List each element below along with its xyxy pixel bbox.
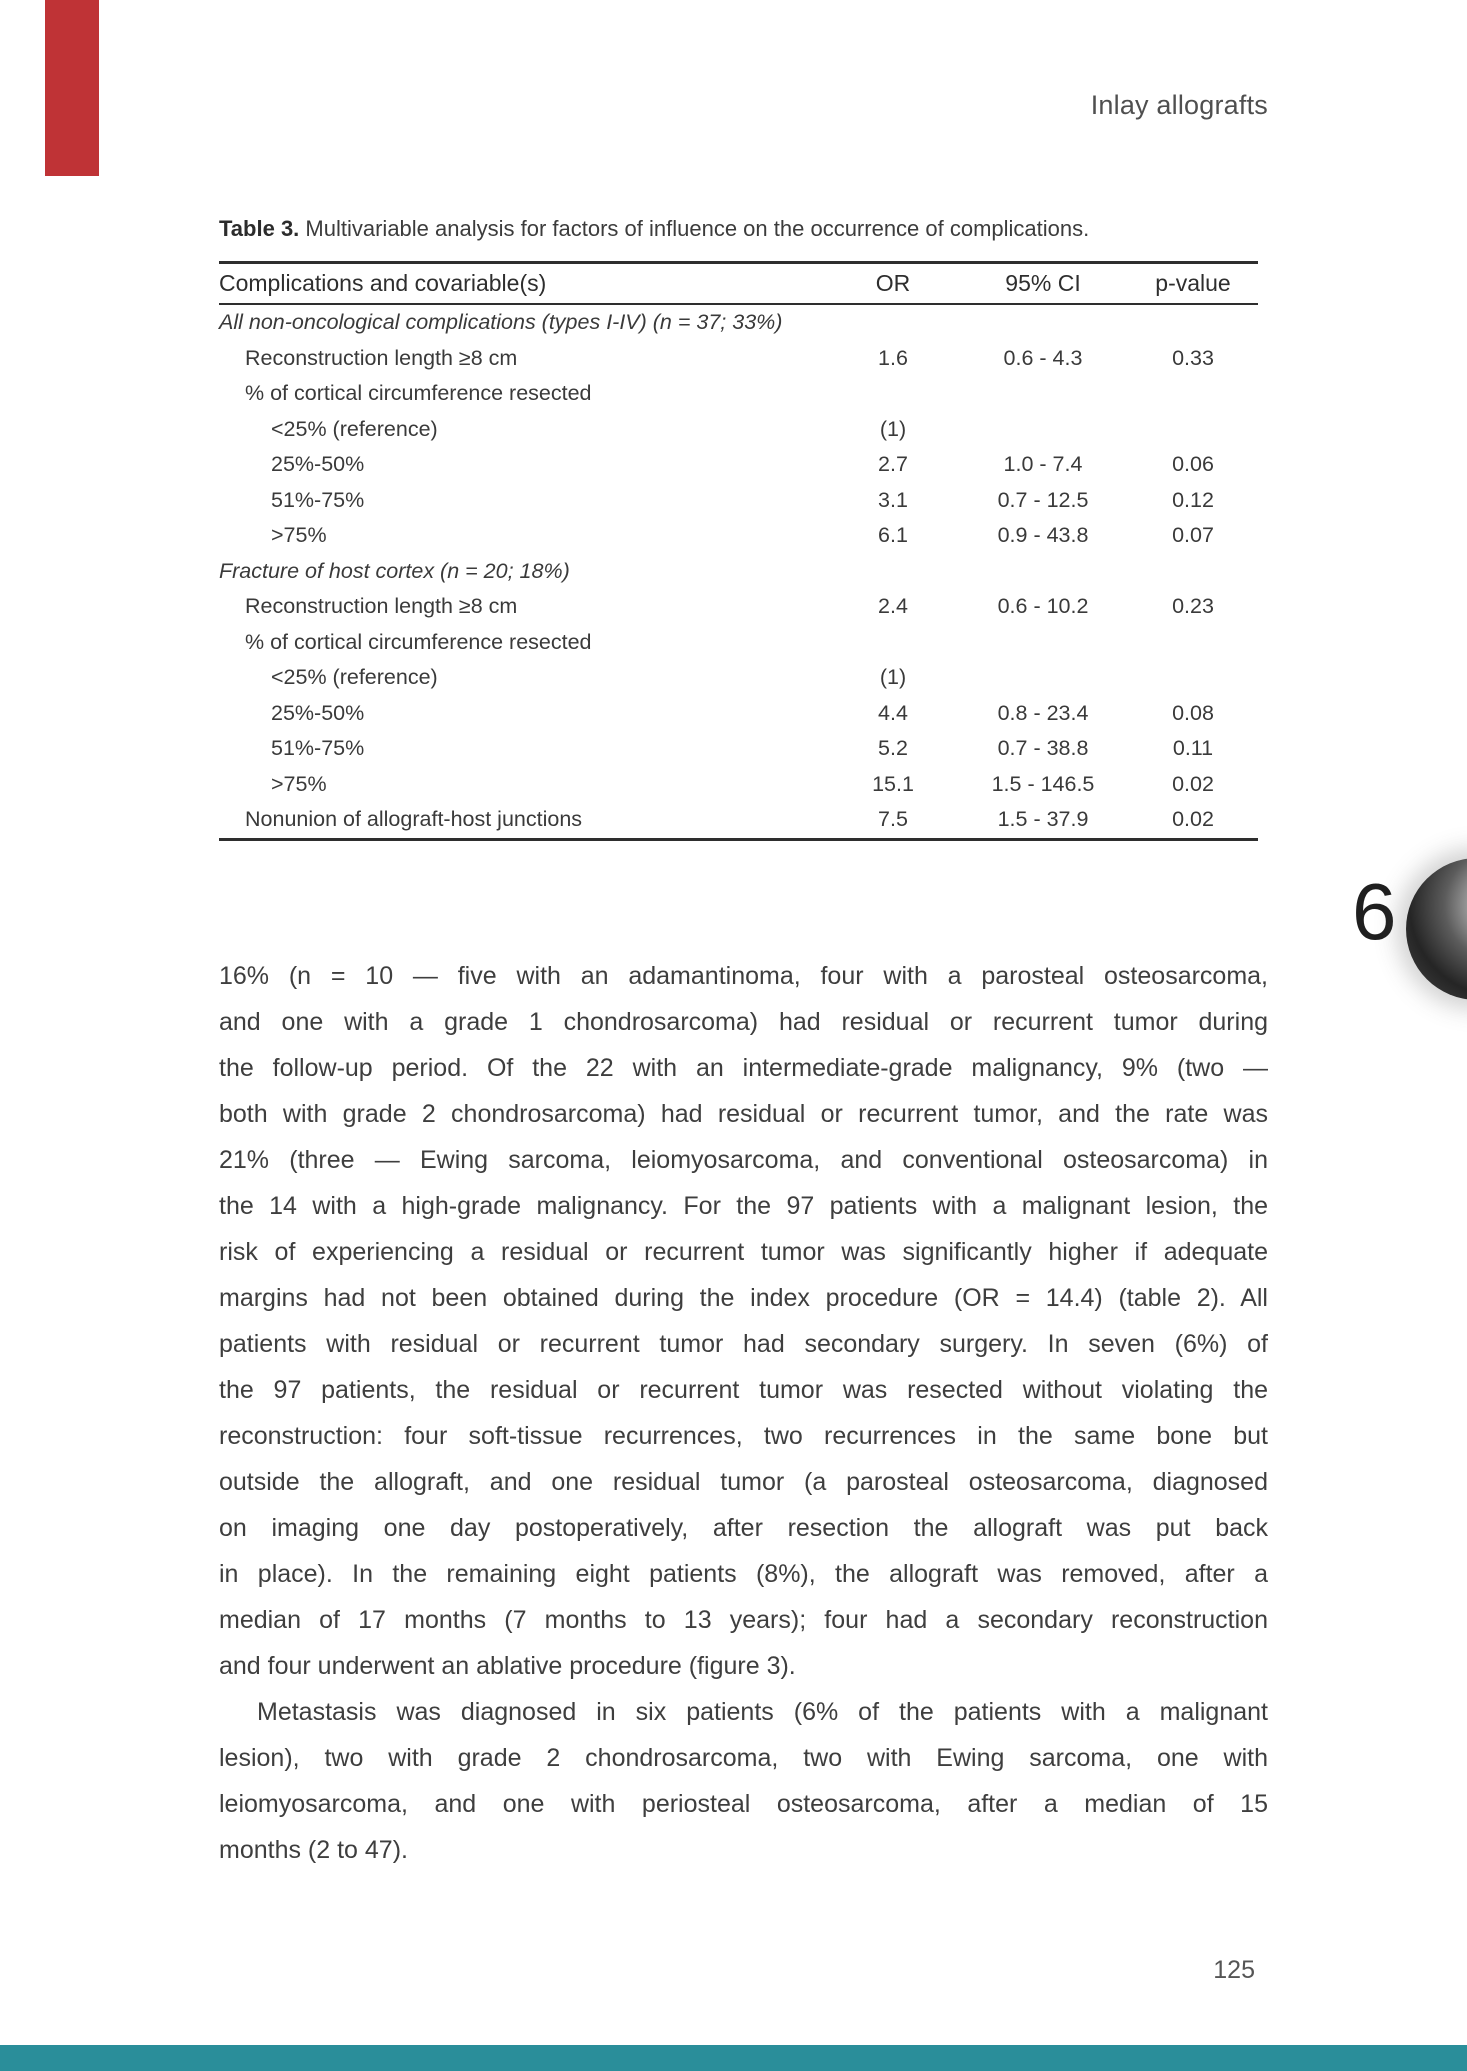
body-line: and four underwent an ablative procedure (figure 3). (219, 1652, 796, 1680)
body-line: lesion), two with grade 2 chondrosarcoma, two with Ewing sarcoma, one with (219, 1744, 1268, 1772)
running-header: Inlay allografts (1090, 90, 1268, 120)
column-header: OR (875, 270, 911, 296)
femoral-head-photo (1406, 858, 1467, 1000)
table-row: Fracture of host cortex (n = 20; 18%) (219, 558, 570, 583)
table-3 (219, 261, 1258, 841)
chapter-color-tab (45, 0, 99, 176)
body-line: both with grade 2 chondrosarcoma) had residual or recurrent tumor, and the rate was (219, 1100, 1268, 1128)
table-caption (219, 216, 1319, 242)
table-row: 25%-50% 4.4 0.8 - 23.4 0.08 (271, 700, 1214, 725)
table-row: <25% (reference) (1) (271, 416, 907, 441)
table-row: Reconstruction length ≥8 cm 1.6 0.6 - 4.3 0.33 (245, 345, 1214, 370)
body-line: outside the allograft, and one residual tumor (a parosteal osteosarcoma, diagnosed (219, 1468, 1268, 1496)
column-header: p-value (1155, 270, 1231, 296)
footer-color-bar (0, 2045, 1467, 2071)
table-row: Reconstruction length ≥8 cm 2.4 0.6 - 10.2 0.23 (245, 594, 1214, 619)
table-caption-text: Multivariable analysis for factors of influence on the occurrence of complications. (305, 216, 1090, 241)
table-row: % of cortical circumference resected (245, 381, 592, 406)
table-row: <25% (reference) (1) (271, 665, 907, 690)
body-text (219, 953, 1268, 1873)
body-line: 21% (three — Ewing sarcoma, leiomyosarcoma, and conventional osteosarcoma) in (219, 1146, 1268, 1174)
body-line: risk of experiencing a residual or recurrent tumor was significantly higher if adequate (219, 1238, 1268, 1266)
body-line: margins had not been obtained during the index procedure (OR = 14.4) (table 2). All (219, 1284, 1268, 1312)
table-row: >75% 15.1 1.5 - 146.5 0.02 (271, 771, 1214, 796)
table-row: Nonunion of allograft-host junctions 7.5 1.5 - 37.9 0.02 (245, 807, 1214, 832)
body-line: the 97 patients, the residual or recurrent tumor was resected without violating the (219, 1376, 1268, 1404)
body-line: months (2 to 47). (219, 1836, 408, 1864)
table-row: All non-oncological complications (types I-IV) (n = 37; 33%) (219, 310, 783, 335)
column-header: 95% CI (1005, 270, 1081, 296)
body-line: leiomyosarcoma, and one with periosteal osteosarcoma, after a median of 15 (219, 1790, 1268, 1818)
table-row: 51%-75% 3.1 0.7 - 12.5 0.12 (271, 487, 1214, 512)
body-line: on imaging one day postoperatively, after resection the allograft was put back (219, 1514, 1268, 1542)
column-header: Complications and covariable(s) (219, 270, 547, 296)
table-header-row (219, 264, 1258, 305)
body-line: median of 17 months (7 months to 13 years); four had a secondary reconstruction (219, 1606, 1268, 1634)
body-line: Metastasis was diagnosed in six patients (6% of the patients with a malignant (257, 1698, 1268, 1726)
body-line: and one with a grade 1 chondrosarcoma) had residual or recurrent tumor during (219, 1008, 1268, 1036)
table-row: 51%-75% 5.2 0.7 - 38.8 0.11 (271, 736, 1214, 761)
body-line: in place). In the remaining eight patients (8%), the allograft was removed, after a (219, 1560, 1268, 1588)
chapter-number: 6 (1352, 867, 1397, 956)
table-row: >75% 6.1 0.9 - 43.8 0.07 (271, 523, 1214, 548)
body-line: 16% (n = 10 — five with an adamantinoma, four with a parosteal osteosarcoma, (219, 962, 1268, 990)
table-row: 25%-50% 2.7 1.0 - 7.4 0.06 (271, 452, 1214, 477)
table-row: % of cortical circumference resected (245, 629, 592, 654)
body-line: the follow-up period. Of the 22 with an intermediate-grade malignancy, 9% (two — (219, 1054, 1268, 1082)
table-caption-label: Table 3. (219, 216, 300, 241)
page-number: 125 (1213, 1956, 1255, 1984)
body-line: the 14 with a high-grade malignancy. For the 97 patients with a malignant lesion, the (219, 1192, 1268, 1220)
body-line: reconstruction: four soft-tissue recurrences, two recurrences in the same bone but (219, 1422, 1268, 1450)
body-line: patients with residual or recurrent tumor had secondary surgery. In seven (6%) of (219, 1330, 1268, 1358)
